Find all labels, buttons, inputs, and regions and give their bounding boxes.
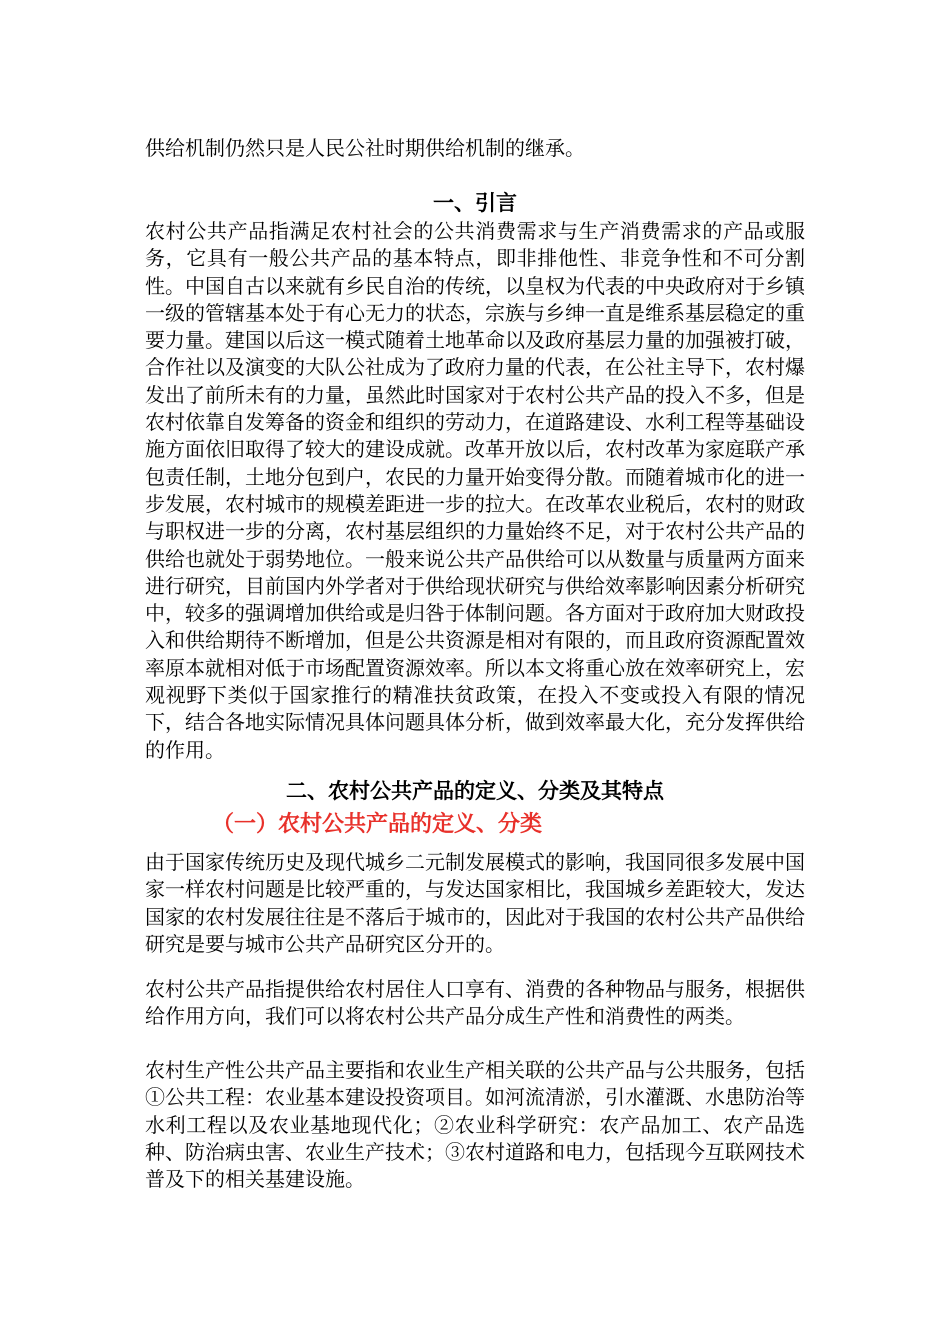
paragraph-urban-rural-context: 由于国家传统历史及现代城乡二元制发展模式的影响，我国同很多发展中国家一样农村问题是比较严重的，与发达国家相比，我国城乡差距较大，发达国家的农村发展往往是不落后于城市的，因此对于我国的农村公共产品供给研究是要与城市公共产品研究区分开的。 — [145, 850, 805, 956]
introduction-paragraph: 农村公共产品指满足农村社会的公共消费需求与生产消费需求的产品或服务，它具有一般公共产品的基本特点，即非排他性、非竞争性和不可分割性。中国自古以来就有乡民自治的传统，以皇权为代表的中央政府对于乡镇一级的管辖基本处于有心无力的状态，宗族与乡绅一直是维系基层稳定的重要力量。建国以后这一模式随着土地革命以及政府基层力量的加强被打破，合作社以及演变的大队公社成为了政府力量的代表，在公社主导下，农村爆发出了前所未有的力量，虽然此时国家对于农村公共产品的投入不多，但是农村依靠自发筹备的资金和组织的劳动力，在道路建设、水利工程等基础设施方面依旧取得了较大的建设成就。改革开放以后，农村改革为家庭联产承包责任制，土地分包到户，农民的力量开始变得分散。而随着城市化的进一步发展，农村城市的规模差距进一步的拉大。在改革农业税后，农村的财政与职权进一步的分离，农村基层组织的力量始终不足，对于农村公共产品的供给也就处于弱势地位。一般来说公共产品供给可以从数量与质量两方面来进行研究，目前国内外学者对于供给现状研究与供给效率影响因素分析研究中，较多的强调增加供给或是归咎于体制问题。各方面对于政府加大财政投入和供给期待不断增加，但是公共资源是相对有限的，而且政府资源配置效率原本就相对低于市场配置资源效率。所以本文将重心放在效率研究上，宏观视野下类似于国家推行的精准扶贫政策，在投入不变或投入有限的情况下，结合各地实际情况具体问题具体分析，做到效率最大化，充分发挥供给的作用。 — [145, 219, 805, 762]
subsection-heading-definition-classification: （一）农村公共产品的定义、分类 — [212, 812, 543, 837]
section-heading-introduction: 一、引言 — [433, 191, 517, 215]
continuation-paragraph: 供给机制仍然只是人民公社时期供给机制的继承。 — [145, 136, 585, 160]
section-heading-definition: 二、农村公共产品的定义、分类及其特点 — [286, 779, 664, 803]
paragraph-definition: 农村公共产品指提供给农村居住人口享有、消费的各种物品与服务，根据供给作用方向，我们可以将农村公共产品分成生产性和消费性的两类。 — [145, 977, 805, 1029]
paragraph-productive-goods: 农村生产性公共产品主要指和农业生产相关联的公共产品与公共服务，包括①公共工程：农业基本建设投资项目。如河流清淤，引水灌溉、水患防治等水利工程以及农业基地现代化；②农业科学研究：农产品加工、农产品选种、防治病虫害、农业生产技术；③农村道路和电力，包括现今互联网技术普及下的相关基建设施。 — [145, 1058, 805, 1192]
